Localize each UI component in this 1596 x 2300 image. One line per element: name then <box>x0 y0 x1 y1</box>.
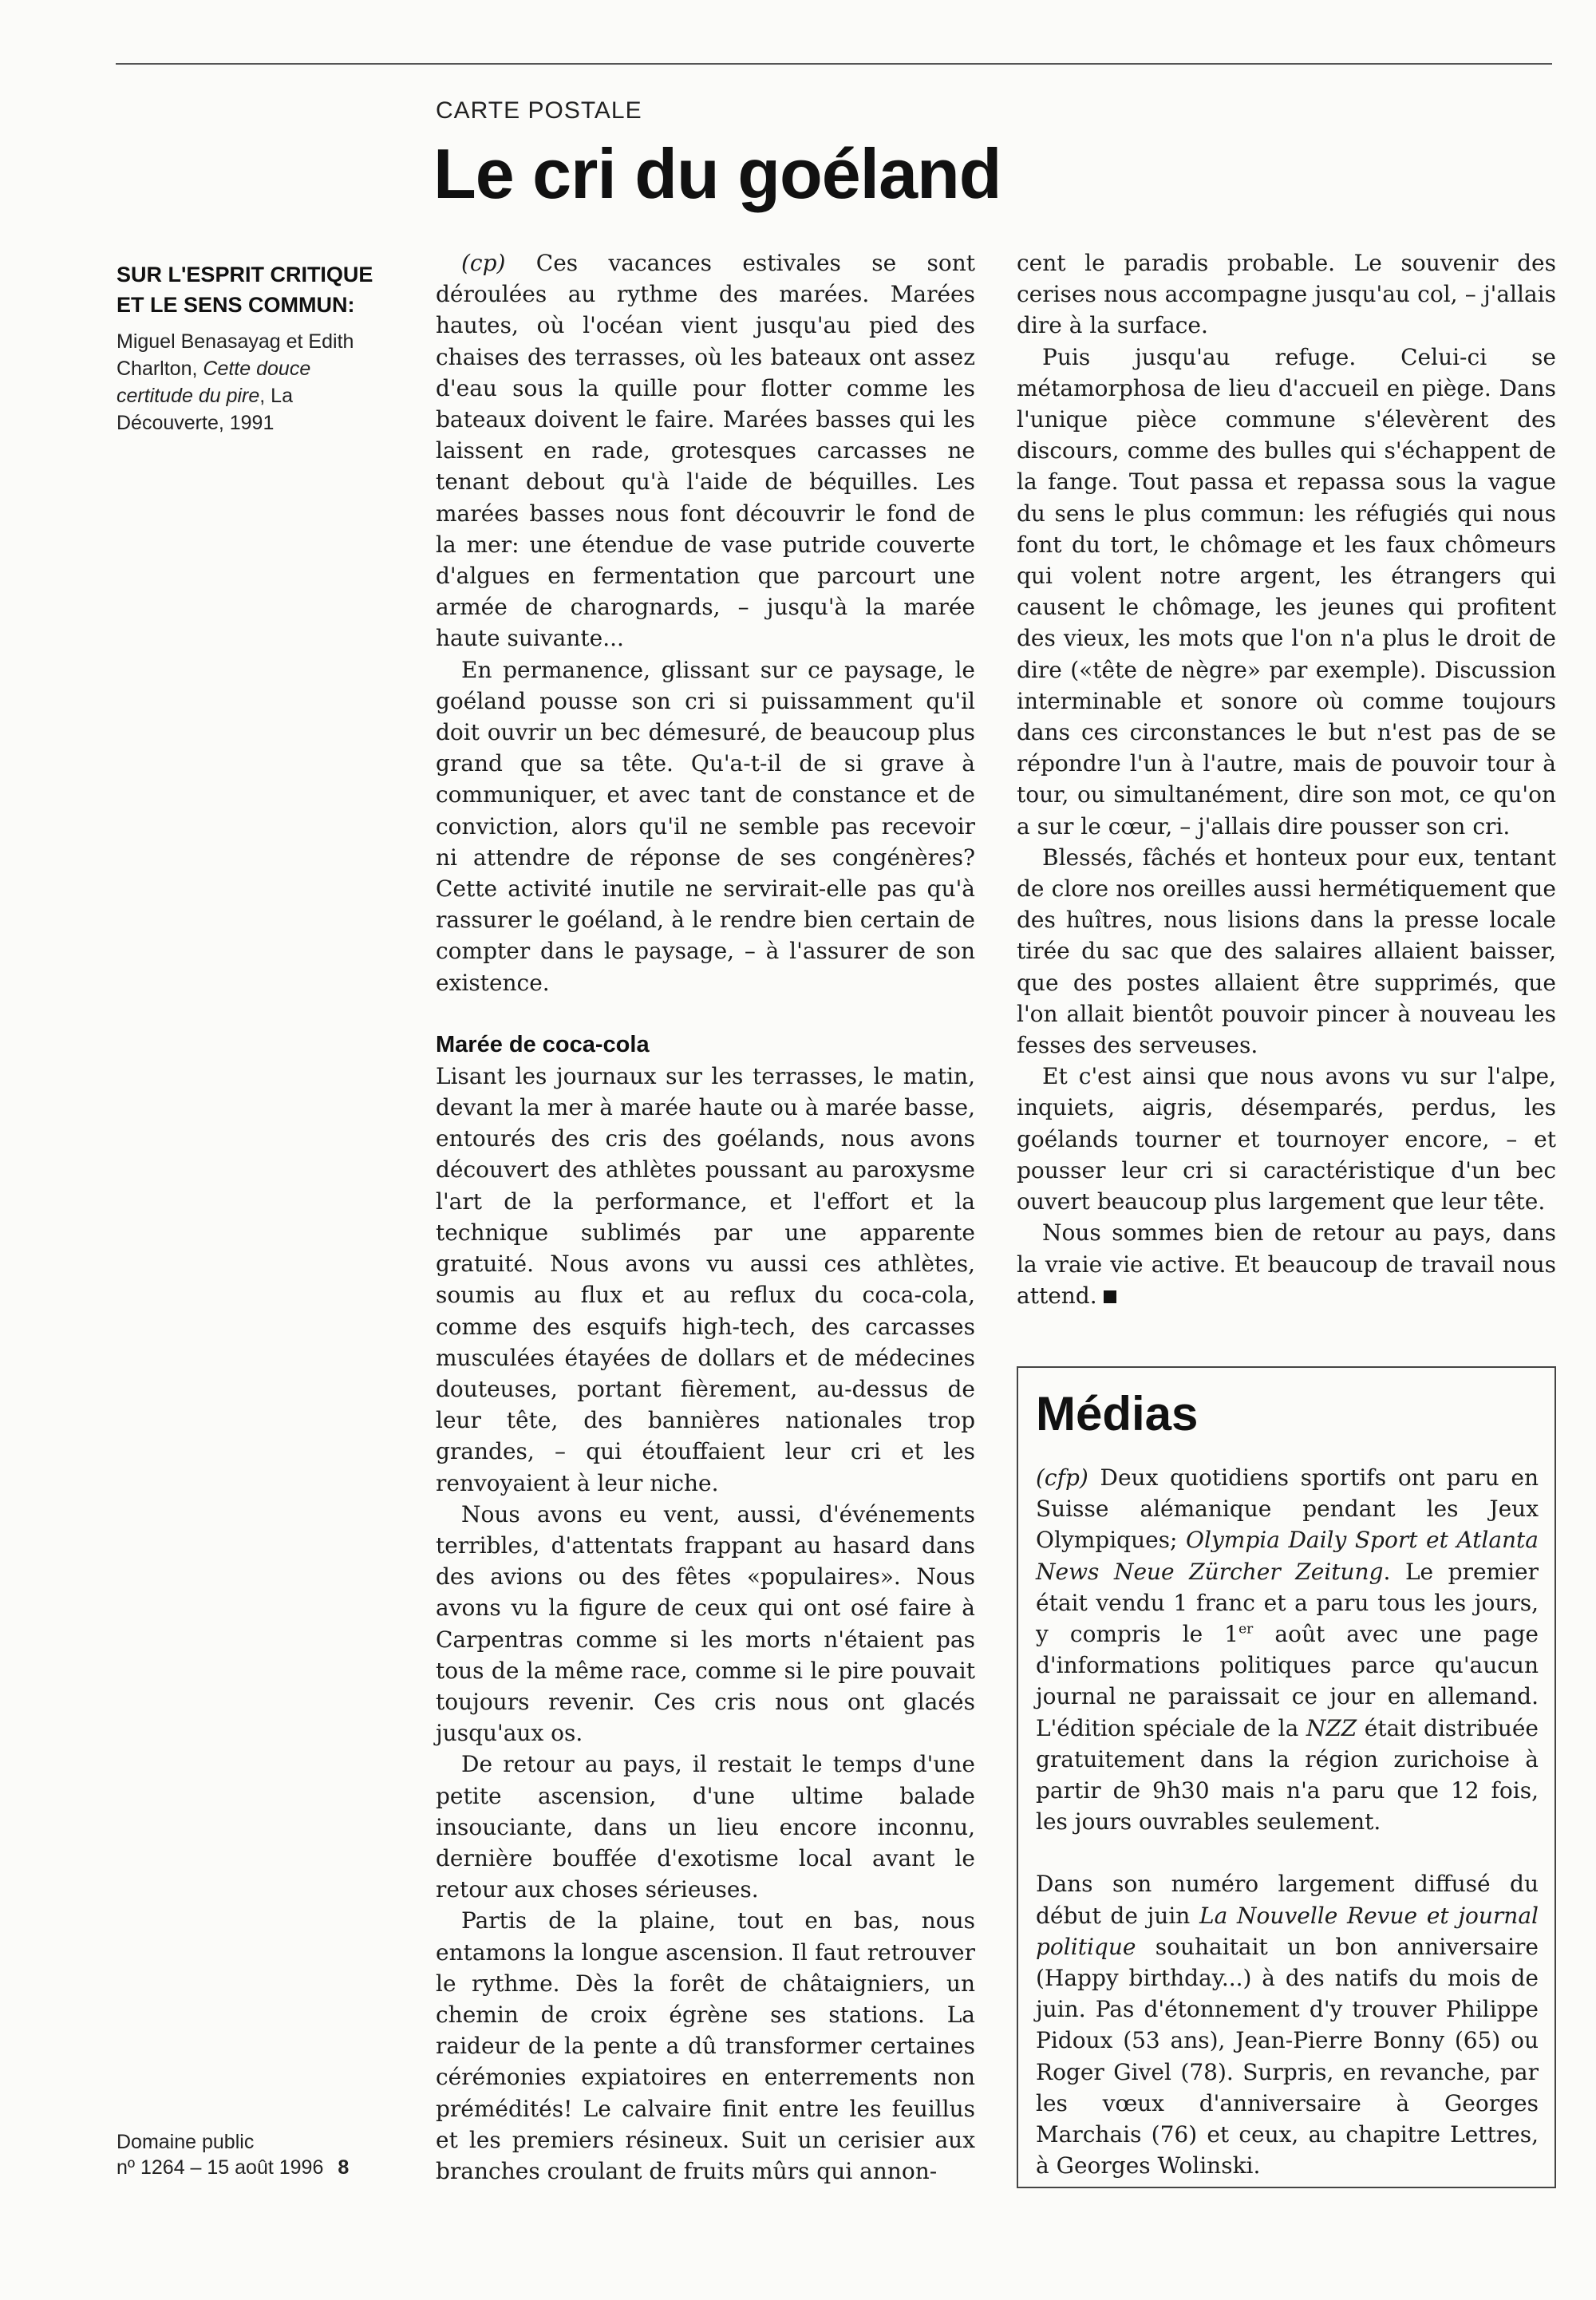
citation-book-title: Cette douce certitude du pire <box>117 358 311 407</box>
article-title: Le cri du goéland <box>433 134 1001 213</box>
newspaper-names: Olympia Daily Sport et Atlanta News Neue Zürcher Zeitung <box>1036 1527 1539 1585</box>
medias-box <box>1017 1366 1556 2188</box>
article-subheading: Marée de coca-cola <box>436 1031 650 1057</box>
article-paragraph: Blessés, fâchés et honteux pour eux, tentant de clore nos oreilles aussi hermétiquement que des huîtres, nous lisions dans la presse locale tirée du sac que des salaires allaient baisser, que des postes allaient être supprimés, que l'on allait bientôt pouvoir pincer à nouveau les fesses des serveuses. <box>1017 844 1556 1059</box>
medias-text-run: était distribuée gratuitement dans la région zurichoise à partir de 9h30 mais n'a paru que 12 fois, les jours ouvrables seulement. <box>1036 1714 1539 1836</box>
medias-text-run: Deux quotidiens sportifs ont paru en Suisse alémanique pendant les Jeux Olympiques; <box>1036 1464 1539 1554</box>
medias-text-run: Dans son numéro largement diffusé du début de juin <box>1036 1871 1539 1929</box>
sidebar-reference <box>117 259 388 437</box>
section-kicker: CARTE POSTALE <box>436 97 642 124</box>
author-tag: (cp) <box>461 250 506 276</box>
article-paragraph: Et c'est ainsi que nous avons vu sur l'alpe, inquiets, aigris, désemparés, perdus, les goélands tourner et tournoyer encore, – et pousser leur cri si caractéristique d'un bec ouvert beaucoup plus largement que leur tête. <box>1017 1063 1556 1215</box>
article-paragraph: Puis jusqu'au refuge. Celui-ci se métamorphosa de lieu d'accueil en piège. Dans l'unique pièce commune s'élevèrent des discours, comme des bulles qui s'échappent de la fange. Tout passa et repassa sous la vague du sens le plus commun: les réfugiés qui nous font du tort, le chômage et les faux chômeurs qui volent notre argent, les étrangers qui causent le chômage, les jeunes qui profitent des vieux, les mots que l'on n'a plus le droit de dire («tête de nègre» par exemple). Discussion interminable et sonore où comme toujours dans ces circonstances le but n'est pas de se répondre l'un à l'autre, mais de pouvoir tour à tour, ou simultanément, dire son mot, ce qu'on a sur le cœur, – j'allais dire pousser son cri. <box>1017 343 1556 840</box>
medias-text <box>1036 1462 1539 2181</box>
issue-info: nº 1264 – 15 août 1996 <box>117 2156 324 2179</box>
sidebar-citation <box>117 328 388 437</box>
article-paragraph: Nous avons eu vent, aussi, d'événements terribles, d'attentats frappant au hasard dans des avions ou des fêtes «populaires». Nous avons vu la figure de ceux qui ont osé faire à Carpentras comme si les morts n'étaient pas tous de la même race, comme si le pire pouvait toujours revenir. Ces cris nous ont glacés jusqu'aux os. <box>436 1500 975 1747</box>
medias-text-run: . Le premier était vendu 1 franc et a paru tous les jours, y compris le 1 <box>1036 1558 1539 1648</box>
publication-name: Domaine public <box>117 2131 255 2153</box>
medias-text-run: souhaitait un bon anniversaire (Happy birthday...) à des natifs du mois de juin. Pas d'étonnement d'y trouver Philippe Pidoux (53 ans), Jean-Pierre Bonny (65) ou Roger Givel (78). Surpris, en revanche, par les vœux d'anniversaire à Georges Marchais (76) et ceux, au chapitre Lettres, à Georges Wolinski. <box>1036 1933 1539 2179</box>
page-footer <box>117 2129 420 2180</box>
nzz-name: NZZ <box>1306 1714 1357 1741</box>
article-paragraph: De retour au pays, il restait le temps d'une petite ascension, d'une ultime balade insouciante, dans un lieu encore inconnu, dernière bouffée d'exotisme local avant le retour aux choses sérieuses. <box>436 1751 975 1903</box>
sidebar-heading: SUR L'ESPRIT CRITIQUE ET LE SENS COMMUN: <box>117 263 373 317</box>
ordinal-superscript: er <box>1238 1621 1254 1638</box>
article-paragraph: Ces vacances estivales se sont déroulées au rythme des marées. Marées hautes, où l'océan vient jusqu'au pied des chaises des terrasses, où les bateaux ont assez d'eau sous la quille pour flotter comme les bateaux doivent le faire. Marées basses qui les laissent en rade, grotesques carcasses ne tenant debout qu'à l'aide de béquilles. Les marées basses nous font découvrir le fond de la mer: une étendue de vase putride couverte d'algues en fermentation que parcourt une armée de charognards, – jusqu'à la marée haute suivante... <box>436 250 975 652</box>
article-paragraph: Lisant les journaux sur les terrasses, le matin, devant la mer à marée haute ou à marée basse, entourés des cris des goélands, nous avons découvert des athlètes poussant au paroxysme l'art de la performance, et l'effort et la technique sublimés par une apparente gratuité. Nous avons vu aussi ces athlètes, soumis au flux et au reflux du coca-cola, comme des esquifs high-tech, des carcasses musculées étayées de dollars et de médecines douteuses, portant fièrement, au-dessus de leur tête, des bannières nationales trop grandes, – qui étouffaient leur cri et les renvoyaient à leur niche. <box>436 1062 975 1496</box>
article-paragraph: Nous sommes bien de retour au pays, dans la vraie vie active. Et beaucoup de travail nous attend. <box>1017 1219 1556 1309</box>
article-paragraph: Partis de la plaine, tout en bas, nous entamons la longue ascension. Il faut retrouver le rythme. Dès la forêt de châtaigniers, un chemin de croix égrène ses stations. La raideur de la pente a dû transformer certaines cérémonies expiatoires en enterrements non prémédités! Le calvaire finit entre les feuillus et les premiers résineux. Suit un cerisier aux branches croulant de fruits mûrs qui annon- <box>436 1907 975 2184</box>
citation-authors: Miguel Benasayag et Edith Charlton, <box>117 330 354 380</box>
citation-publisher: , La Découverte, 1991 <box>117 385 293 434</box>
top-rule <box>116 63 1552 65</box>
medias-text-run: août avec une page d'informations politiques parce qu'aucun journal ne paraissait ce jour en allemand. L'édition spéciale de la <box>1036 1621 1539 1741</box>
article-paragraph: En permanence, glissant sur ce paysage, le goéland pousse son cri si puissamment qu'il doit ouvrir un bec démesuré, de beaucoup plus grand que sa tête. Qu'a-t-il de si grave à communiquer, et avec tant de constance et de conviction, alors qu'il ne semble pas recevoir ni attendre de réponse de ses congénères? Cette activité inutile ne servirait-elle pas qu'à rassurer le goéland, à le rendre bien certain de compter dans le paysage, – à l'assurer de son existence. <box>436 656 975 996</box>
medias-title: Médias <box>1036 1387 1199 1440</box>
page-number: 8 <box>338 2156 350 2179</box>
medias-author-tag: (cfp) <box>1036 1464 1088 1491</box>
article-paragraph: cent le paradis probable. Le souvenir des cerises nous accompagne jusqu'au col, – j'allais dire à la surface. <box>1017 250 1556 339</box>
revue-name: La Nouvelle Revue et journal politique <box>1036 1902 1539 1960</box>
article-column-1 <box>436 247 975 2187</box>
end-mark-icon <box>1104 1290 1116 1303</box>
article-column-2 <box>1017 247 1556 1311</box>
